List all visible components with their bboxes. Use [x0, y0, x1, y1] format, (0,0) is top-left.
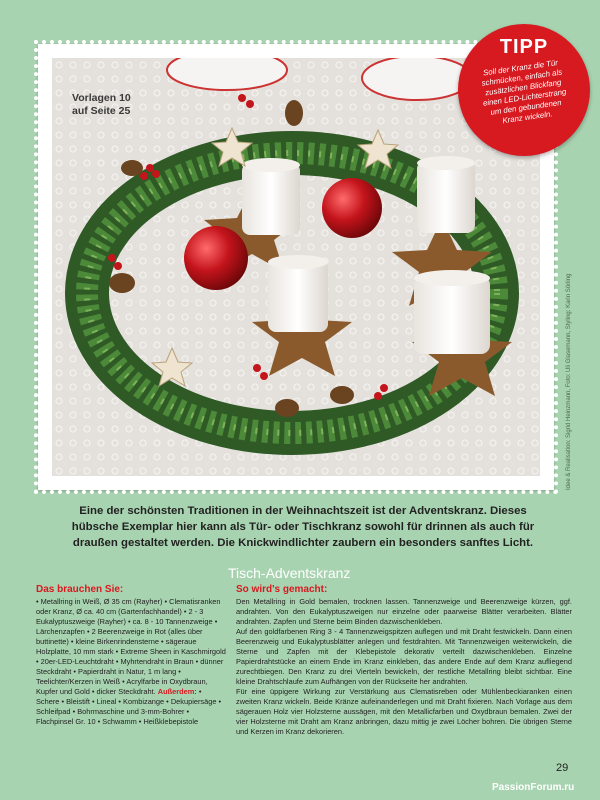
templates-note-line1: Vorlagen 10 — [72, 92, 131, 104]
materials-text: • Metallring in Weiß, Ø 35 cm (Rayher) • Clematisranken oder Kranz, Ø ca. 40 cm (Gartenfachhandel) • 2 - 3 Eukalyptuszweige (Rayher) • ca. 8 - 10 Tannenzweige • Lärchenzapfen • 2 Beerenzweige in Rot (alles über buttinette) • kleine Birkenrindensterne • sägeraue Holzplatte, 10 mm stark • Extreme Sheen in Kaschmirgold • 20er-LED-Leuchtdraht • Myhrtendraht in Braun • dünner Steckdraht • Papierdraht in Natur, 1 m lang • Teelichter/Kerzen in Weiß • Acrylfarbe in Oxydbraun, Kupfer und Gold • dicker Steckdraht. — [36, 597, 226, 696]
materials-heading: Das brauchen Sie: — [36, 584, 124, 595]
extra-text: • Schere • Bleistift • Lineal • Kombizange • Dekupiersäge • Schleifpad • Bohrmaschine und 3-mm-Bohrer • Flachpinsel Gr. 10 • Schwamm • Heißklebepistole — [36, 687, 222, 726]
materials-column — [36, 584, 226, 727]
instructions-paragraph-1: Den Metallring in Gold bemalen, trocknen lassen. Tannenzweige und Beerenzweige kürzen, ggf. andrahten. Von den Eukalyptuszweigen nur einzelne oder paarweise Blätter verarbeiten. Blätter andrahten. Zapfen und Sterne beim Binden dazwischenkleben. — [236, 597, 572, 626]
tip-heading: TIPP — [499, 36, 549, 58]
templates-note-line2: auf Seite 25 — [72, 105, 131, 117]
instructions-heading: So wird's gemacht: — [236, 584, 328, 595]
templates-note — [72, 92, 131, 118]
instructions-paragraph-3: Für eine üppigere Wirkung zur Verstärkung aus Clematisreben oder Mühlenbeckiaranken einen zweiten Kranz wickeln. Beide Kränze aufeinanderlegen und mit Draht fixieren. Nach Vorlage aus dem sägerauen Holz vier Holzsterne aussägen, mit den Metallicfarben und Oxydbraun bemalen. Zwei der vier Holzsterne mit Draht am Kranz anbringen, dazu mittig je zwei Löcher bohren. Die übrigen Sterne und Kerzen im Kranz dekorieren. — [236, 687, 572, 736]
tip-badge — [458, 24, 590, 156]
materials-list — [36, 597, 226, 727]
site-watermark: PassionForum.ru — [492, 782, 575, 793]
tip-text: Soll der Kranz die Tür schmücken, einfach als zusätzlichen Blickfang einen LED-Lichterstrang um den gebundenen Kranz wickeln. — [481, 58, 567, 126]
intro-text: Eine der schönsten Traditionen in der Weihnachtszeit ist der Adventskranz. Dieses hübsche Exemplar hier kann als Tür- oder Tischkranz sowohl für drinnen als auch für draußen gestaltet werden. Die Knickwindlichter zaubern ein besonders sanftes Licht. — [71, 505, 535, 549]
page-number: 29 — [556, 762, 569, 774]
photo-credit: Idee & Realisation: Sigrid Heinzmann, Foto: Uli Glasemann, Styling: Karin Sörling — [566, 273, 572, 490]
article-title: Tisch-Adventskranz — [228, 565, 351, 581]
extra-label: Außerdem: — [157, 687, 197, 696]
instructions-paragraph-2: Auf den goldfarbenen Ring 3 - 4 Tannenzweigspitzen auflegen und mit Draht festwickeln. Dann einen Beerenzweig und Eukalyptusblätter anlegen und festdrahten. Mit Tannenzweigen weiterwickeln, die Sterne und Zapfen mit der Klebepistole dekorativ verteilt dazwischenkleben. Einzelne Papierdrahtstücke an einem Ende im Kranz einkleben, das andere Ende auf dem Kranz aufliegend zurechtbiegen. Den Kranz zu drei Vierteln bewickeln, der restliche Metallring bleibt sichtbar. Eine kleine Drahtschlaufe zum Aufhängen von der Rückseite her andrahten. — [236, 627, 572, 686]
instructions-column — [236, 584, 572, 737]
